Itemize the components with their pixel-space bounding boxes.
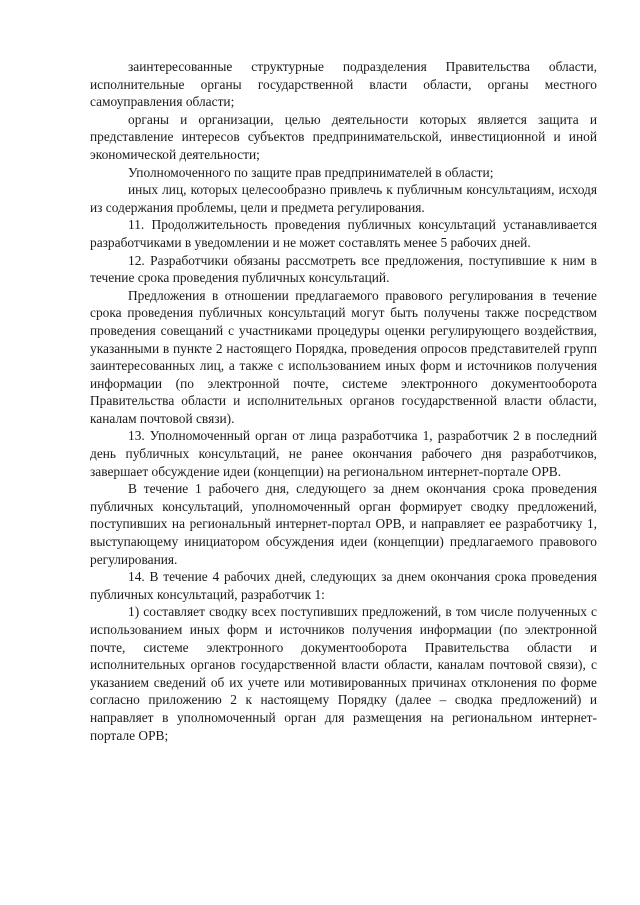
paragraph-item-12: 12. Разработчики обязаны рассмотреть все предложения, поступившие к ним в течение срока проведения публичных консультаций. [90,252,597,286]
paragraph-proposals: Предложения в отношении предлагаемого правового регулирования в течение срока проведения публичных консультаций могут быть получены также посредством проведения совещаний с участниками процедуры оценки регулирующего воздействия, указанными в пункте 2 настоящего Порядка, проведения опросов представителей групп заинтересованных лиц, а также с использованием иных форм и источников получения информации (по электронной почте, системе электронного документооборота Правительства области и исполнительных органов государственной власти области, каналам почтовой связи). [90,287,597,426]
paragraph-summary-formation: В течение 1 рабочего дня, следующего за днем окончания срока проведения публичных консультаций, уполномоченный орган формирует сводку предложений, поступивших на региональный интернет-портал ОРВ, и направляет ее разработчику 1, выступающему инициатором обсуждения идеи (концепции) предлагаемого правового регулирования. [90,481,597,567]
paragraph-item-11: 11. Продолжительность проведения публичных консультаций устанавливается разработчиками в уведомлении и не может составлять менее 5 рабочих дней. [90,217,597,250]
document-page [90,58,597,744]
paragraph-ombudsman: Уполномоченного по защите прав предпринимателей в области; [128,164,494,180]
paragraph-item-13: 13. Уполномоченный орган от лица разработчика 1, разработчик 2 в последний день публичных консультаций, не ранее окончания рабочего дня разработчиков, завершает обсуждение идеи (концепции) на региональном интернет-портале ОРВ. [90,428,597,479]
paragraph-interested-subdivisions: заинтересованные структурные подразделения Правительства области, исполнительные органы государственной власти области, органы местного самоуправления области; [90,59,597,110]
paragraph-item-14: 14. В течение 4 рабочих дней, следующих за днем окончания срока проведения публичных консультаций, разработчик 1: [90,569,597,602]
paragraph-other-persons: иных лиц, которых целесообразно привлечь к публичным консультациям, исходя из содержания проблемы, цели и предмета регулирования. [90,182,597,215]
paragraph-item-14-1: 1) составляет сводку всех поступивших предложений, в том числе полученных с использованием иных форм и источников получения информации (по электронной почте, системе электронного документооборота Правительства области и исполнительных органов государственной власти области, каналам почтовой связи), с указанием сведений об их учете или мотивированных причинах отклонения по форме согласно приложению 2 к настоящему Порядку (далее – сводка предложений) и направляет в уполномоченный орган для размещения на региональном интернет-портале ОРВ; [90,604,597,743]
paragraph-business-organizations: органы и организации, целью деятельности которых является защита и представление интересов субъектов предпринимательской, инвестиционной и иной экономической деятельности; [90,111,597,162]
